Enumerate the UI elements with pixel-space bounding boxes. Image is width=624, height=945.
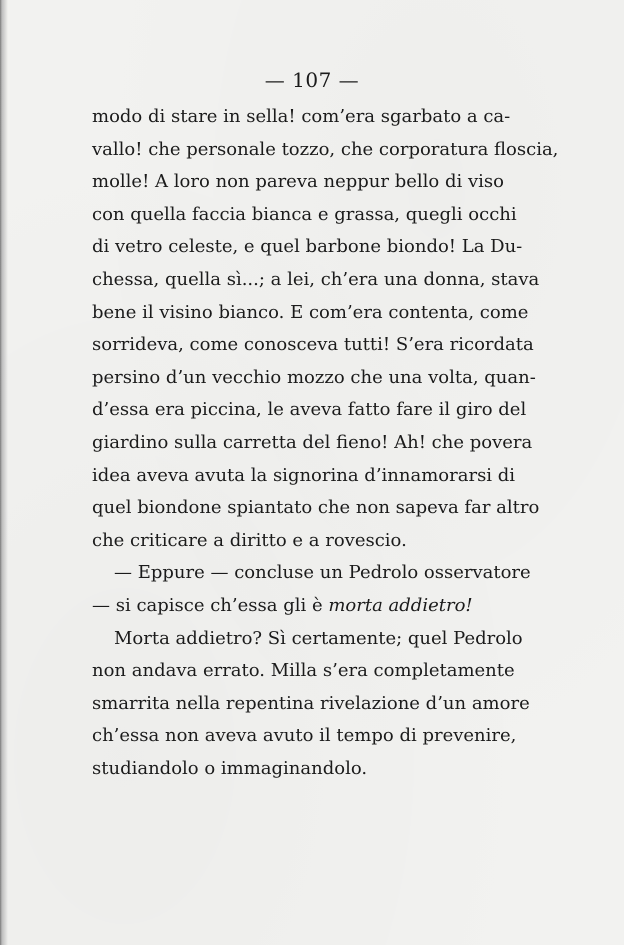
text-line: vallo! che personale tozzo, che corporatura floscia,: [92, 138, 559, 160]
text-line: con quella faccia bianca e grassa, quegli occhi: [92, 203, 517, 225]
text-line: che criticare a diritto e a rovescio.: [92, 529, 407, 551]
text-line: quel biondone spiantato che non sapeva far altro: [92, 497, 540, 519]
text-line: idea aveva avuta la signorina d’innamorarsi di: [92, 464, 516, 486]
text-line: di vetro celeste, e quel barbone biondo! La Du-: [92, 236, 523, 258]
text-line: Morta addietro? Sì certamente; quel Pedrolo: [114, 627, 523, 649]
text-line: sorrideva, come conosceva tutti! S’era ricordata: [92, 334, 534, 356]
text-fragment: — si capisce ch’essa gli è: [92, 594, 323, 616]
text-line: giardino sulla carretta del fieno! Ah! che povera: [92, 431, 533, 453]
page-number: — 107 —: [264, 68, 360, 92]
text-line: studiandolo o immaginandolo.: [92, 757, 368, 779]
text-line-with-italic: [92, 590, 504, 623]
text-line: persino d’un vecchio mozzo che una volta, quan-: [92, 366, 536, 388]
text-line: chessa, quella sì...; a lei, ch’era una donna, stava: [92, 268, 540, 290]
text-line: bene il visino bianco. E com’era contenta, come: [92, 301, 529, 323]
text-line: smarrita nella repentina rivelazione d’un amore: [92, 692, 530, 714]
text-line: modo di stare in sella! com’era sgarbato a ca-: [92, 106, 511, 127]
italic-phrase: morta addietro!: [328, 594, 473, 616]
text-line: non andava errato. Milla s’era completamente: [92, 660, 515, 682]
text-line: d’essa era piccina, le aveva fatto fare il giro del: [92, 399, 527, 421]
text-line: molle! A loro non pareva neppur bello di viso: [92, 171, 504, 193]
page-edge-shadow: [0, 0, 8, 945]
text-line: — Eppure — concluse un Pedrolo osservatore: [114, 562, 531, 584]
text-line: ch’essa non aveva avuto il tempo di prevenire,: [92, 725, 517, 747]
body-text: [92, 101, 559, 785]
